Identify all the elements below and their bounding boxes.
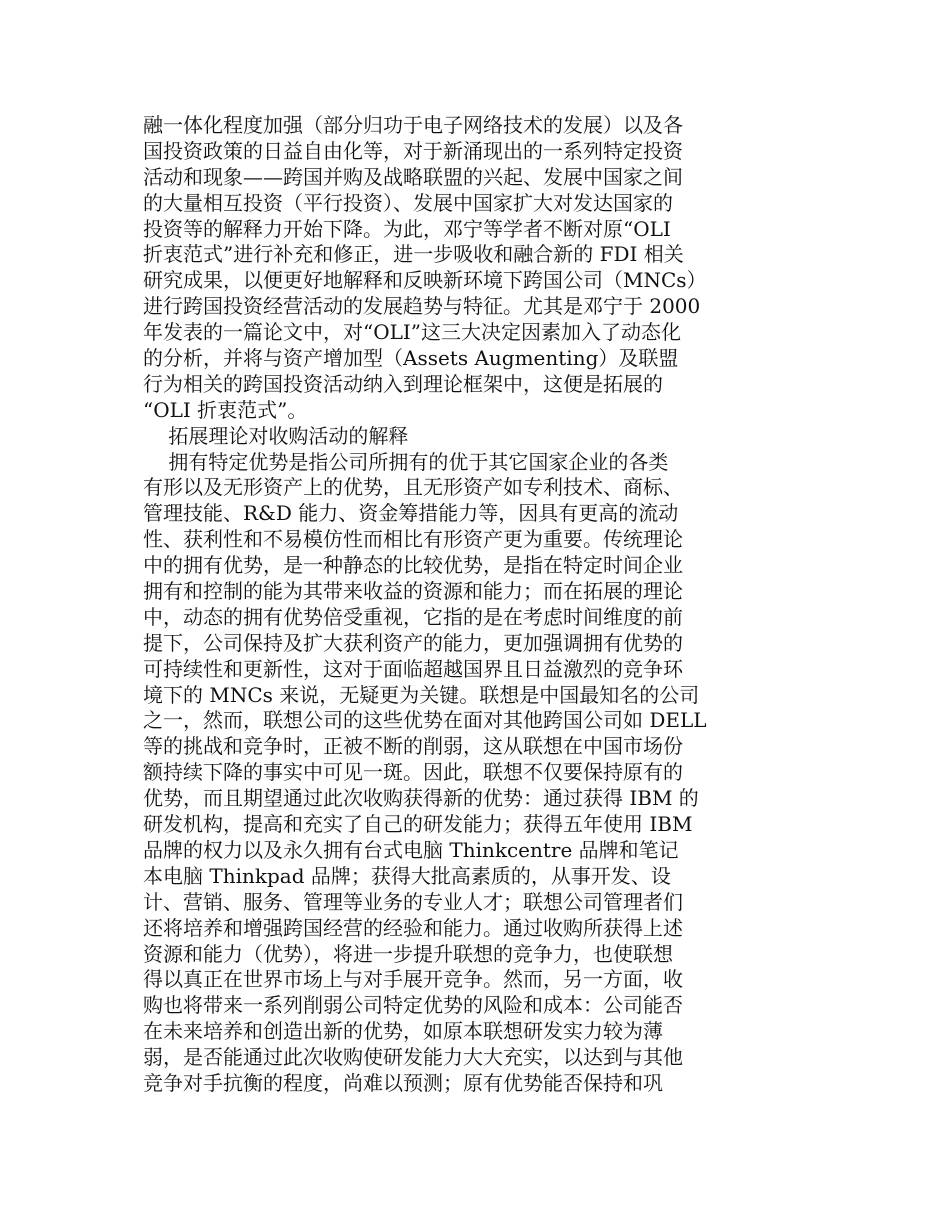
text-line: 之一，然而，联想公司的这些优势在面对其他跨国公司如 DELL [143,708,707,733]
text-line: 拥有特定优势是指公司所拥有的优于其它国家企业的各类 [143,449,669,474]
text-line: 的大量相互投资（平行投资）、发展中国家扩大对发达国家的 [143,190,673,215]
text-line: 的分析，并将与资产增加型（Assets Augmenting）及联盟 [143,346,679,371]
text-line: 还将培养和增强跨国经营的经验和能力。通过收购所获得上述 [143,915,683,940]
section-heading: 拓展理论对收购活动的解释 [143,423,409,448]
text-line: 购也将带来一系列削弱公司特定优势的风险和成本：公司能否 [143,993,683,1018]
text-line: 提下，公司保持及扩大获利资产的能力，更加强调拥有优势的 [143,630,683,655]
text-line: 拥有和控制的能为其带来收益的资源和能力；而在拓展的理论 [143,579,683,604]
text-line: “OLI 折衷范式”。 [143,397,308,422]
text-line: 等的挑战和竞争时，正被不断的削弱，这从联想在中国市场份 [143,734,683,759]
text-line: 竞争对手抗衡的程度，尚难以预测；原有优势能否保持和巩 [143,1070,663,1095]
body-text [143,113,743,1097]
text-line: 行为相关的跨国投资活动纳入到理论框架中，这便是拓展的 [143,371,663,396]
text-line: 国投资政策的日益自由化等，对于新涌现出的一系列特定投资 [143,138,683,163]
text-line: 品牌的权力以及永久拥有台式电脑 Thinkcentre 品牌和笔记 [143,837,679,862]
text-line: 管理技能、R&D 能力、资金筹措能力等，因具有更高的流动 [143,501,679,526]
text-line: 进行跨国投资经营活动的发展趋势与特征。尤其是邓宁于 2000 [143,294,701,319]
text-line: 优势，而且期望通过此次收购获得新的优势：通过获得 IBM 的 [143,786,699,811]
text-line: 资源和能力（优势），将进一步提升联想的竞争力，也使联想 [143,941,673,966]
text-line: 活动和现象——跨国并购及战略联盟的兴起、发展中国家之间 [143,164,683,189]
text-line: 计、营销、服务、管理等业务的专业人才；联想公司管理者们 [143,889,683,914]
text-line: 在未来培养和创造出新的优势，如原本联想研发实力较为薄 [143,1019,663,1044]
text-line: 融一体化程度加强（部分归功于电子网络技术的发展）以及各 [143,113,683,137]
text-line: 得以真正在世界市场上与对手展开竞争。然而，另一方面，收 [143,967,683,992]
text-line: 研究成果，以便更好地解释和反映新环境下跨国公司（MNCs） [143,268,707,293]
text-line: 可持续性和更新性，这对于面临超越国界且日益激烈的竞争环 [143,656,683,681]
text-line: 中的拥有优势，是一种静态的比较优势，是指在特定时间企业 [143,553,683,578]
text-line: 年发表的一篇论文中，对“OLI”这三大决定因素加入了动态化 [143,320,682,345]
text-line: 额持续下降的事实中可见一斑。因此，联想不仅要保持原有的 [143,760,683,785]
text-line: 投资等的解释力开始下降。为此，邓宁等学者不断对原“OLI [143,216,671,241]
text-line: 弱，是否能通过此次收购使研发能力大大充实，以达到与其他 [143,1045,683,1070]
text-line: 折衷范式”进行补充和修正，进一步吸收和融合新的 FDI 相关 [143,242,684,267]
text-line: 性、获利性和不易模仿性而相比有形资产更为重要。传统理论 [143,527,683,552]
text-line: 有形以及无形资产上的优势，且无形资产如专利技术、商标、 [143,475,683,500]
text-line: 境下的 MNCs 来说，无疑更为关键。联想是中国最知名的公司 [143,682,700,707]
text-line: 中，动态的拥有优势倍受重视，它指的是在考虑时间维度的前 [143,604,683,629]
text-line: 研发机构，提高和充实了自己的研发能力；获得五年使用 IBM [143,812,693,837]
text-line: 本电脑 Thinkpad 品牌；获得大批高素质的，从事开发、设 [143,863,671,888]
